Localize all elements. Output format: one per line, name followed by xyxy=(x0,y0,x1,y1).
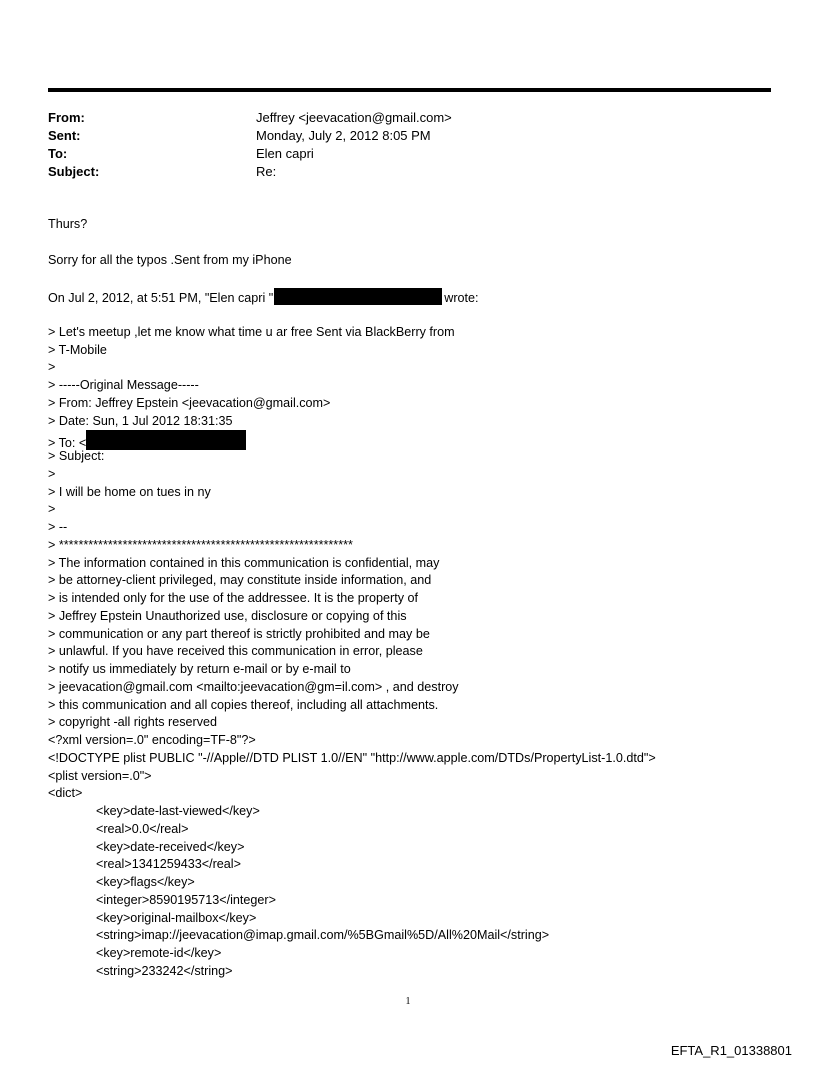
quoted-line: > Let's meetup ,let me know what time u ar free Sent via BlackBerry from xyxy=(48,325,455,339)
plist-line: <real>1341259433</real> xyxy=(96,857,241,871)
to-label: To: xyxy=(48,146,68,161)
quoted-line: > xyxy=(48,360,56,374)
quoted-line: > The information contained in this communication is confidential, may xyxy=(48,556,440,570)
quoted-line: > communication or any part thereof is strictly prohibited and may be xyxy=(48,627,430,641)
plist-line: <key>flags</key> xyxy=(96,875,195,889)
quoted-line: > -- xyxy=(48,520,68,534)
quoted-line: > From: Jeffrey Epstein <jeevacation@gmail.com> xyxy=(48,396,331,410)
sent-label: Sent: xyxy=(48,128,81,143)
subject-value: Re: xyxy=(256,164,277,179)
redaction-block xyxy=(86,430,246,450)
xml-line: <plist version=.0"> xyxy=(48,769,152,783)
quoted-line: > xyxy=(48,502,56,516)
plist-line: <real>0.0</real> xyxy=(96,822,189,836)
quoted-line: > copyright -all rights reserved xyxy=(48,715,218,729)
quoted-line: > jeevacation@gmail.com <mailto:jeevacation@gm=il.com> , and destroy xyxy=(48,680,459,694)
redaction-block xyxy=(274,288,442,305)
reply-header-wrote: wrote: xyxy=(444,291,479,305)
plist-line: <key>date-received</key> xyxy=(96,840,245,854)
plist-line: <string>233242</string> xyxy=(96,964,233,978)
quoted-line: > this communication and all copies thereof, including all attachments. xyxy=(48,698,439,712)
quoted-line: > -----Original Message----- xyxy=(48,378,199,392)
quoted-line: > Subject: xyxy=(48,449,105,463)
plist-line: <integer>8590195713</integer> xyxy=(96,893,276,907)
from-label: From: xyxy=(48,110,85,125)
from-value: Jeffrey <jeevacation@gmail.com> xyxy=(256,110,452,125)
xml-line: <?xml version=.0" encoding=TF-8"?> xyxy=(48,733,256,747)
quoted-to-text: > To: < xyxy=(48,436,87,450)
body-line: Sorry for all the typos .Sent from my iPhone xyxy=(48,253,292,267)
body-line: Thurs? xyxy=(48,217,88,231)
quoted-line: > is intended only for the use of the addressee. It is the property of xyxy=(48,591,418,605)
subject-label: Subject: xyxy=(48,164,100,179)
bates-number: EFTA_R1_01338801 xyxy=(670,1043,792,1058)
quoted-line: > unlawful. If you have received this communication in error, please xyxy=(48,644,423,658)
to-value: Elen capri xyxy=(256,146,314,161)
quoted-line: > notify us immediately by return e-mail or by e-mail to xyxy=(48,662,351,676)
quoted-line: > be attorney-client privileged, may constitute inside information, and xyxy=(48,573,432,587)
quoted-line: > I will be home on tues in ny xyxy=(48,485,211,499)
page-number: 1 xyxy=(405,996,411,1007)
plist-line: <string>imap://jeevacation@imap.gmail.com/%5BGmail%5D/All%20Mail</string> xyxy=(96,928,550,942)
sent-value: Monday, July 2, 2012 8:05 PM xyxy=(256,128,431,143)
quoted-line: > Date: Sun, 1 Jul 2012 18:31:35 xyxy=(48,414,233,428)
reply-header-text: On Jul 2, 2012, at 5:51 PM, "Elen capri " xyxy=(48,291,274,305)
plist-line: <key>remote-id</key> xyxy=(96,946,222,960)
quoted-line: > ************************************************************ xyxy=(48,538,353,552)
quoted-line: > Jeffrey Epstein Unauthorized use, disclosure or copying of this xyxy=(48,609,407,623)
plist-line: <key>date-last-viewed</key> xyxy=(96,804,260,818)
plist-line: <key>original-mailbox</key> xyxy=(96,911,257,925)
header-rule xyxy=(48,88,771,92)
quoted-line: > xyxy=(48,467,56,481)
xml-line: <!DOCTYPE plist PUBLIC "-//Apple//DTD PLIST 1.0//EN" "http://www.apple.com/DTDs/PropertyList-1.0.dtd"> xyxy=(48,751,656,765)
xml-line: <dict> xyxy=(48,786,83,800)
reply-header-line xyxy=(48,288,479,307)
quoted-line: > T-Mobile xyxy=(48,343,107,357)
